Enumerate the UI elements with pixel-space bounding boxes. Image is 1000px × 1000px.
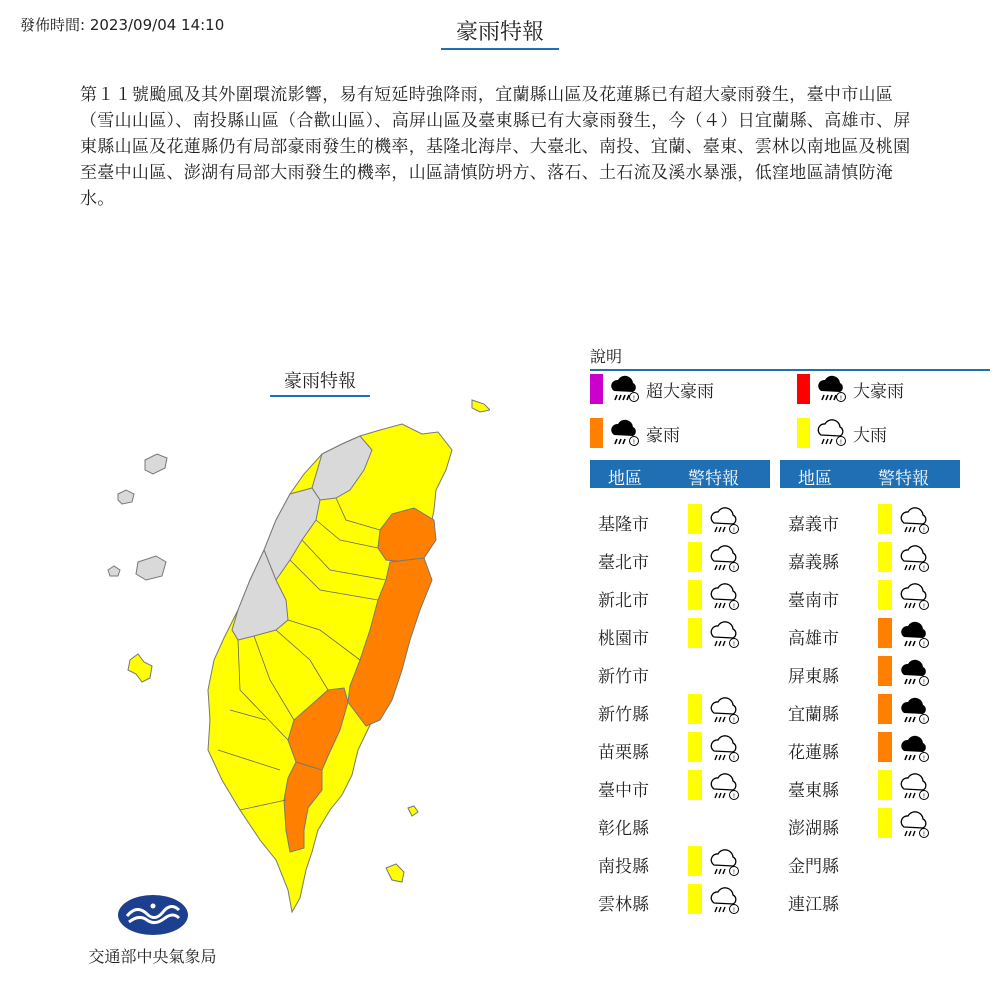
map-title: 豪雨特報 [270,367,370,397]
table-row [590,846,770,880]
table-row [590,618,770,652]
svg-text:!: ! [839,395,843,402]
warning-icon [898,771,930,808]
island-matsu-b [108,566,120,576]
warning-icon [898,505,930,542]
table-header-left [590,460,770,488]
legend-label: 豪雨 [646,425,680,446]
legend-item-extremely-heavy [590,417,680,449]
svg-text:!: ! [732,755,736,762]
svg-text:!: ! [732,641,736,648]
svg-text:!: ! [632,439,636,446]
heavy-rain-icon [708,695,740,727]
table-row [780,808,960,842]
warning-level-bar [878,694,892,724]
heavy-rain-icon [708,847,740,879]
svg-text:!: ! [732,527,736,534]
heavy-rain-icon [898,809,930,841]
warning-level-bar [688,542,702,572]
extreme-torrential-rain-icon [608,373,640,405]
warning-level-bar [878,542,892,572]
region-name: 雲林縣 [598,895,649,915]
legend-swatch [797,418,810,448]
table-row [780,656,960,690]
extremely-heavy-rain-icon [898,733,930,765]
warning-icon [898,657,930,694]
warning-description: 第１１號颱風及其外圍環流影響，易有短延時強降雨，宜蘭縣山區及花蓮縣已有超大豪雨發生，臺中市山區（雪山山區）、南投縣山區（合歡山區）、高屏山區及臺東縣已有大豪雨發生，今（４）日宜蘭縣、高雄市、屏東縣山區及花蓮縣仍有局部豪雨發生的機率，基隆北海岸、大臺北、南投、宜蘭、臺東、雲林以南地區及桃園至臺中山區、澎湖有局部大雨發生的機率，山區請慎防坍方、落石、土石流及溪水暴漲，低窪地區請慎防淹水。 [80,85,911,209]
legend-label: 大豪雨 [853,381,904,402]
warning-icon [708,885,740,922]
heavy-rain-icon [815,417,847,449]
warning-icon [708,695,740,732]
svg-text:!: ! [922,603,926,610]
island-kinmen-a [145,454,167,474]
svg-text:!: ! [632,395,636,402]
table-row [780,846,960,880]
region-name: 桃園市 [598,629,649,649]
extremely-heavy-rain-icon [898,695,930,727]
svg-text:!: ! [732,869,736,876]
warning-level-bar [878,618,892,648]
legend-swatch [590,374,603,404]
table-row [780,542,960,576]
warning-level-bar [688,504,702,534]
legend-swatch [590,418,603,448]
svg-text:!: ! [732,717,736,724]
table-row [590,808,770,842]
taiwan-warning-map [90,390,490,920]
island-penghu [128,654,152,682]
legend-item-heavy [797,417,887,449]
column-header-region: 地區 [798,469,832,489]
warning-icon [708,733,740,770]
table-row [780,884,960,918]
region-name: 新竹縣 [598,705,649,725]
region-name: 澎湖縣 [788,819,839,839]
extremely-heavy-rain-icon [608,417,640,449]
region-name: 臺東縣 [788,781,839,801]
warning-level-bar [878,580,892,610]
region-name: 宜蘭縣 [788,705,839,725]
extremely-heavy-rain-icon [898,619,930,651]
warning-level-bar [878,770,892,800]
extremely-heavy-rain-icon [898,657,930,689]
region-name: 連江縣 [788,895,839,915]
island-matsu-a [136,556,166,580]
warning-level-bar [878,732,892,762]
cwb-logo [117,894,189,936]
heavy-rain-icon [898,771,930,803]
region-name: 金門縣 [788,857,839,877]
region-name: 花蓮縣 [788,743,839,763]
svg-text:!: ! [732,907,736,914]
warning-level-bar [688,884,702,914]
table-row [780,694,960,728]
column-header-warning: 警特報 [878,469,929,489]
heavy-rain-icon [898,543,930,575]
warning-icon [708,771,740,808]
svg-text:!: ! [922,717,926,724]
heavy-rain-icon [898,505,930,537]
table-row [780,732,960,766]
islet-orchid [386,864,404,882]
region-name: 苗栗縣 [598,743,649,763]
warning-level-bar [688,770,702,800]
table-header-right [780,460,960,488]
region-name: 嘉義縣 [788,553,839,573]
warning-icon [708,505,740,542]
warning-level-bar [688,580,702,610]
warning-level-bar [688,732,702,762]
warning-icon [708,543,740,580]
warning-icon [898,733,930,770]
table-row [780,580,960,614]
heavy-rain-icon [708,733,740,765]
heavy-rain-icon [708,619,740,651]
table-row [590,542,770,576]
torrential-rain-icon [815,373,847,405]
table-row [590,770,770,804]
warning-icon [708,619,740,656]
warning-icon [898,619,930,656]
warning-level-bar [878,808,892,838]
table-row [590,694,770,728]
column-header-warning: 警特報 [688,469,739,489]
region-name: 屏東縣 [788,667,839,687]
svg-text:!: ! [732,603,736,610]
table-row [590,580,770,614]
heavy-rain-icon [708,885,740,917]
table-row [590,732,770,766]
svg-text:!: ! [732,793,736,800]
region-name: 新竹市 [598,667,649,687]
legend-label: 大雨 [853,425,887,446]
heavy-rain-icon [898,581,930,613]
region-name: 新北市 [598,591,649,611]
svg-text:!: ! [922,755,926,762]
region-name: 高雄市 [788,629,839,649]
table-row [590,504,770,538]
svg-text:!: ! [922,641,926,648]
warning-icon [708,581,740,618]
svg-text:!: ! [922,679,926,686]
table-row [780,504,960,538]
region-name: 臺北市 [598,553,649,573]
table-row [590,656,770,690]
warning-level-bar [688,846,702,876]
svg-text:!: ! [922,793,926,800]
region-name: 臺中市 [598,781,649,801]
svg-text:!: ! [922,831,926,838]
legend-item-torrential [797,373,904,405]
region-name: 嘉義市 [788,515,839,535]
heavy-rain-icon [708,581,740,613]
heavy-rain-icon [708,505,740,537]
issued-time: 發佈時間: 2023/09/04 14:10 [20,16,225,34]
warning-level-bar [688,694,702,724]
column-header-region: 地區 [608,469,642,489]
islet-green [408,806,418,816]
table-row [780,618,960,652]
svg-text:!: ! [732,565,736,572]
legend-item-extreme [590,373,714,405]
region-name: 基隆市 [598,515,649,535]
legend-title: 說明 [590,344,990,371]
svg-text:!: ! [922,527,926,534]
heavy-rain-icon [708,543,740,575]
svg-text:!: ! [839,439,843,446]
islet-turtle [472,400,490,412]
warning-level-bar [688,618,702,648]
warning-icon [708,847,740,884]
heavy-rain-icon [708,771,740,803]
legend-swatch [797,374,810,404]
island-kinmen-b [118,490,134,504]
agency-name: 交通部中央氣象局 [88,947,217,966]
table-row [590,884,770,918]
region-name: 臺南市 [788,591,839,611]
legend-label: 超大豪雨 [646,381,714,402]
svg-text:!: ! [922,565,926,572]
region-name: 彰化縣 [598,819,649,839]
page-title: 豪雨特報 [441,15,559,50]
warning-icon [898,809,930,846]
warning-level-bar [878,656,892,686]
warning-level-bar [878,504,892,534]
warning-icon [898,581,930,618]
table-row [780,770,960,804]
warning-icon [898,695,930,732]
warning-icon [898,543,930,580]
region-name: 南投縣 [598,857,649,877]
